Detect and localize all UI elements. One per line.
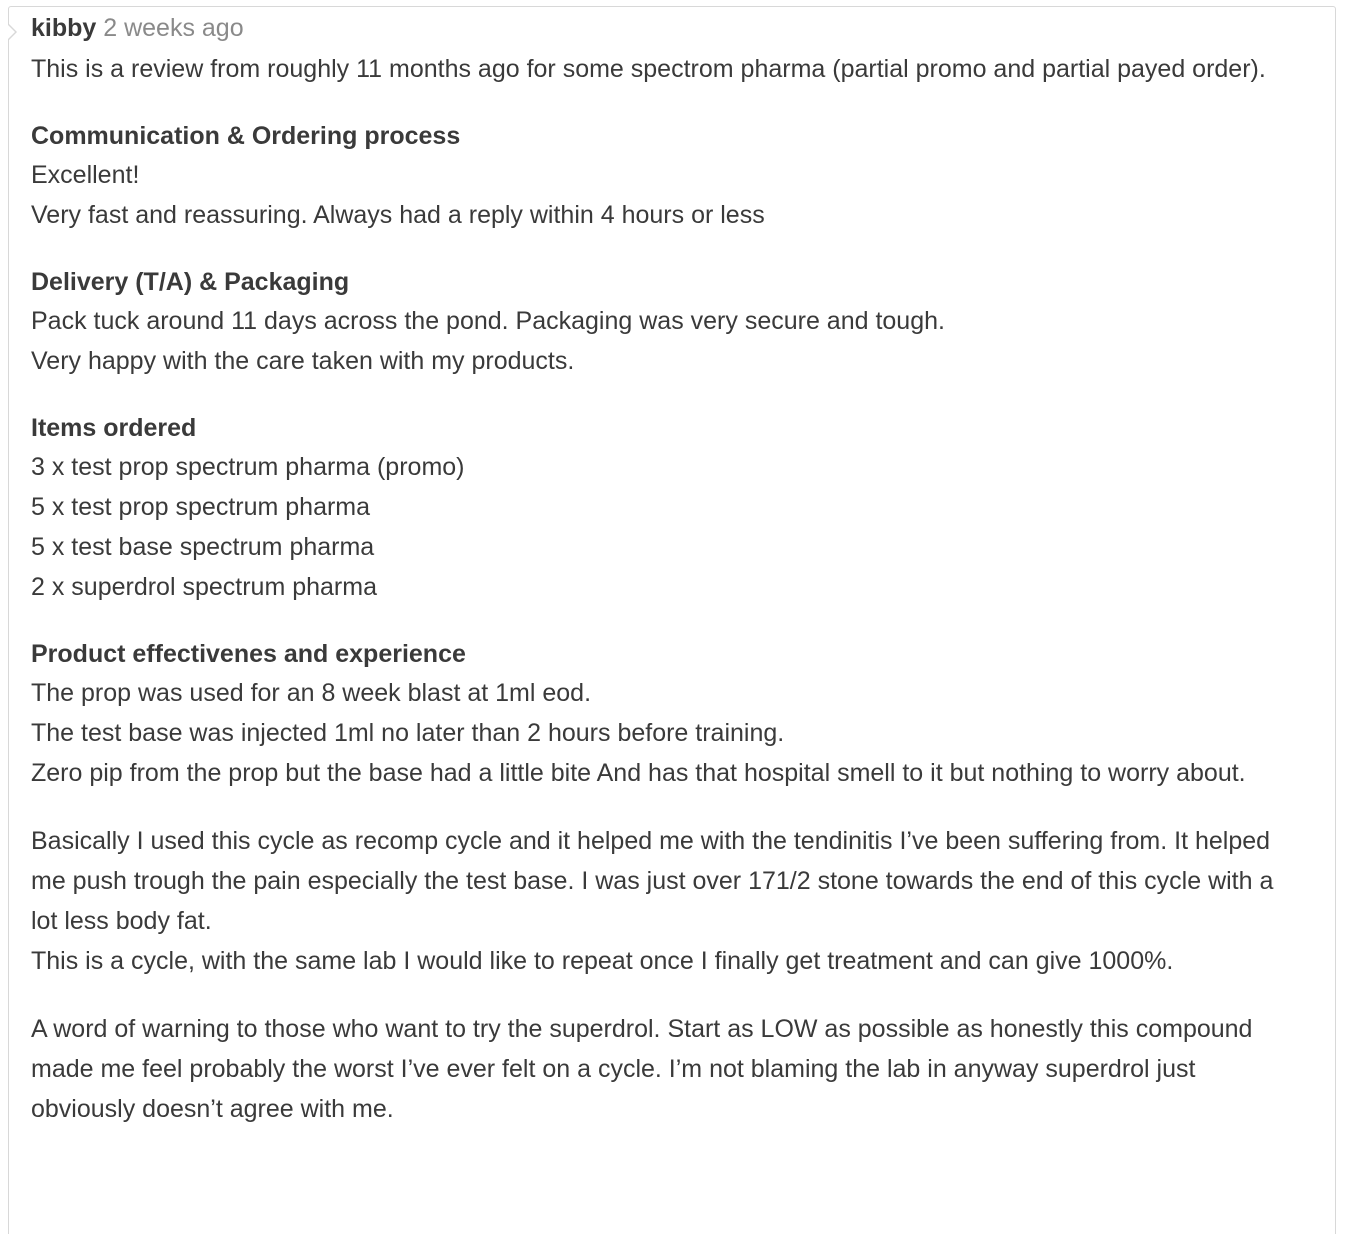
communication-line: Very fast and reassuring. Always had a reply within 4 hours or less (31, 201, 765, 229)
item-line: 2 x superdrol spectrum pharma (31, 573, 377, 601)
item-line: 5 x test prop spectrum pharma (31, 493, 371, 521)
effectiveness-line: The prop was used for an 8 week blast at 1ml eod. (31, 679, 592, 707)
effectiveness-line: The test base was injected 1ml no later than 2 hours before training. (31, 719, 785, 747)
item-line: 5 x test base spectrum pharma (31, 533, 375, 561)
communication-line: Excellent! (31, 161, 140, 189)
section-heading-items: Items ordered (31, 414, 197, 442)
warning-paragraph: A word of warning to those who want to try the superdrol. Start as LOW as possible as honestly this compound made me feel probably the worst I’ve ever felt on a cycle. I’m not blaming the lab in anyway superdrol just obviously doesn’t agree with me. (31, 1015, 1253, 1123)
intro-text: This is a review from roughly 11 months ago for some spectrom pharma (partial promo and partial payed order). (31, 55, 1266, 83)
comment-card (8, 6, 1336, 1234)
speech-caret (8, 23, 17, 41)
delivery-line: Pack tuck around 11 days across the pond. Packaging was very secure and tough. (31, 307, 945, 335)
section-heading-communication: Communication & Ordering process (31, 122, 461, 150)
section-heading-delivery: Delivery (T/A) & Packaging (31, 268, 350, 296)
item-line: 3 x test prop spectrum pharma (promo) (31, 453, 465, 481)
comment-timestamp[interactable]: 2 weeks ago (103, 14, 244, 42)
comment-meta (31, 13, 1296, 49)
recomp-paragraph: Basically I used this cycle as recomp cycle and it helped me with the tendinitis I’ve been suffering from. It helped me push trough the pain especially the test base. I was just over 171/2 stone towards the end of this cycle with a lot less body fat. (31, 827, 1274, 935)
comment-body (31, 7, 1296, 1129)
comment-author[interactable]: kibby (31, 14, 97, 42)
section-heading-effectiveness: Product effectivenes and experience (31, 640, 466, 668)
effectiveness-line: Zero pip from the prop but the base had a little bite And has that hospital smell to it but nothing to worry about. (31, 759, 1246, 787)
repeat-paragraph: This is a cycle, with the same lab I would like to repeat once I finally get treatment and can give 1000%. (31, 947, 1174, 975)
delivery-line: Very happy with the care taken with my products. (31, 347, 575, 375)
